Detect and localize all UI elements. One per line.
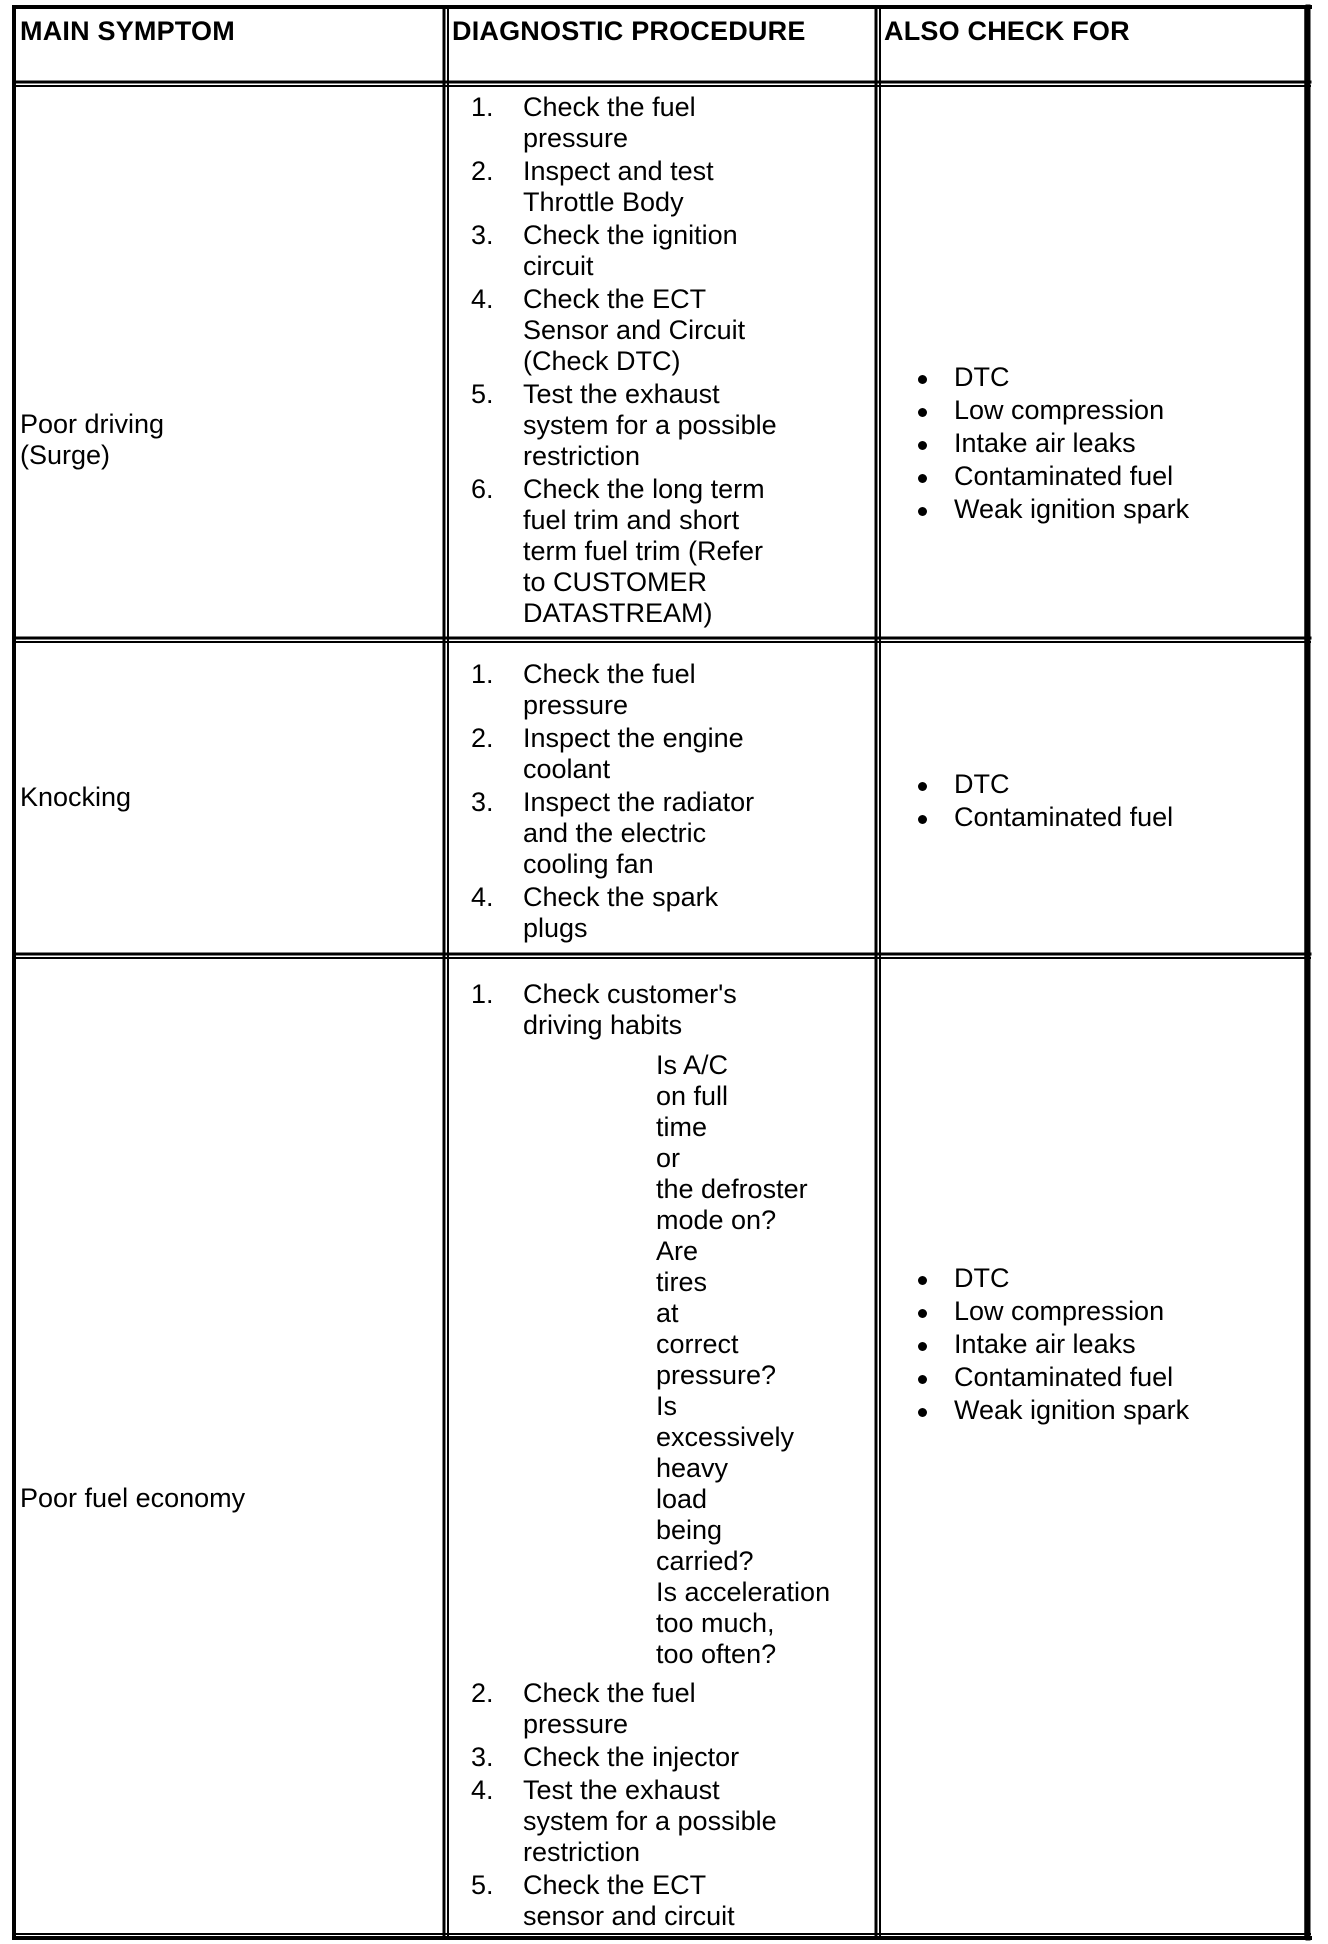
step-line: DATASTREAM) (523, 598, 713, 628)
step-line: Check the injector (523, 1742, 740, 1772)
step-line: Check the long term (523, 474, 765, 504)
step-number: 1. (471, 659, 494, 689)
habit-line: being (656, 1515, 723, 1545)
step-line: pressure (523, 123, 629, 153)
procedure-step (468, 284, 777, 377)
habit-line: Is A/C (656, 1050, 729, 1080)
step-line: cooling fan (523, 849, 654, 879)
symptom-cell (20, 782, 131, 813)
step-number: 5. (471, 1870, 494, 1900)
procedure-step (468, 1775, 1036, 1868)
also-check-item: DTC (916, 768, 1173, 801)
step-number: 1. (471, 92, 494, 122)
step-line: and the electric (523, 818, 707, 848)
habit-line: too much, (656, 1608, 775, 1638)
step-line: circuit (523, 251, 594, 281)
step-number: 4. (471, 1775, 494, 1805)
procedure-step (468, 1742, 1036, 1773)
step-line: Check customer's (523, 979, 737, 1009)
step-line: Test the exhaust (523, 1775, 720, 1805)
procedure-list (468, 979, 1036, 1934)
step-line: Check the ECT (523, 284, 707, 314)
habit-line: too often? (656, 1639, 777, 1669)
procedure-step (468, 1678, 1036, 1740)
procedure-step (468, 787, 754, 880)
step-number: 3. (471, 1742, 494, 1772)
step-number: 3. (471, 787, 494, 817)
also-check-list (916, 361, 1189, 526)
step-number: 2. (471, 723, 494, 753)
step-line: term fuel trim (Refer (523, 536, 764, 566)
symptom-cell (20, 1483, 245, 1514)
procedure-step (468, 979, 1036, 1041)
also-check-item: Intake air leaks (916, 427, 1189, 460)
also-check-item: Low compression (916, 1295, 1189, 1328)
procedure-step (468, 220, 777, 282)
step-number: 4. (471, 882, 494, 912)
habit-line: load (656, 1484, 708, 1514)
symptom-cell (20, 409, 164, 471)
habit-line: at (656, 1298, 679, 1328)
procedure-step (468, 1870, 1036, 1932)
step-line: sensor and circuit (523, 1901, 735, 1931)
also-check-item: Contaminated fuel (916, 1361, 1189, 1394)
step-number: 5. (471, 379, 494, 409)
procedure-step (468, 156, 777, 218)
step-line: Inspect the radiator (523, 787, 755, 817)
step-line: Inspect the engine (523, 723, 744, 753)
step-line: (Check DTC) (523, 346, 681, 376)
procedure-step (468, 882, 754, 944)
habit-line: mode on? (656, 1205, 777, 1235)
step-line: pressure (523, 1709, 629, 1739)
also-check-list (916, 1262, 1189, 1427)
habit-line: heavy (656, 1453, 729, 1483)
habit-line: Is (656, 1391, 678, 1421)
step-line: driving habits (523, 1010, 683, 1040)
header-diagnostic-procedure: DIAGNOSTIC PROCEDURE (452, 16, 806, 46)
also-check-list (916, 768, 1173, 834)
step-line: plugs (523, 913, 588, 943)
also-check-item: Weak ignition spark (916, 493, 1189, 526)
habit-line: correct (656, 1329, 739, 1359)
habit-line: on full (656, 1081, 729, 1111)
step-number: 2. (471, 156, 494, 186)
step-line: restriction (523, 1837, 641, 1867)
step-line: Check the ignition (523, 220, 738, 250)
step-line: coolant (523, 754, 611, 784)
also-check-item: DTC (916, 1262, 1189, 1295)
symptom-line: Poor driving (20, 409, 165, 439)
step-line: to CUSTOMER (523, 567, 708, 597)
step-number: 1. (471, 979, 494, 1009)
habit-line: or (656, 1143, 681, 1173)
step-number: 3. (471, 220, 494, 250)
procedure-step (468, 379, 777, 472)
habit-line: tires (656, 1267, 708, 1297)
step-line: pressure (523, 690, 629, 720)
step-line: Check the ECT (523, 1870, 707, 1900)
step-line: system for a possible (523, 410, 777, 440)
procedure-list (468, 92, 777, 631)
step-line: Check the spark (523, 882, 719, 912)
also-check-item: Contaminated fuel (916, 801, 1173, 834)
procedure-step (468, 474, 777, 629)
habit-line: Is acceleration (656, 1577, 831, 1607)
habit-line: pressure? (656, 1360, 777, 1390)
habit-line: Are (656, 1236, 699, 1266)
habit-line: excessively (656, 1422, 795, 1452)
step-line: Check the fuel (523, 92, 696, 122)
procedure-step (468, 723, 754, 785)
step-line: Inspect and test (523, 156, 714, 186)
step-line: restriction (523, 441, 641, 471)
symptom-line: (Surge) (20, 440, 111, 470)
step-number: 2. (471, 1678, 494, 1708)
step-number: 6. (471, 474, 494, 504)
habit-line: the defroster (656, 1174, 808, 1204)
header-also-check-for: ALSO CHECK FOR (884, 16, 1130, 46)
step-line: Test the exhaust (523, 379, 720, 409)
step-line: Throttle Body (523, 187, 684, 217)
symptom-line: Poor fuel economy (20, 1483, 246, 1513)
step-line: system for a possible (523, 1806, 777, 1836)
habit-line: time (656, 1112, 708, 1142)
also-check-item: Weak ignition spark (916, 1394, 1189, 1427)
also-check-item: Intake air leaks (916, 1328, 1189, 1361)
procedure-step (468, 92, 777, 154)
procedure-step (468, 659, 754, 721)
also-check-item: Low compression (916, 394, 1189, 427)
also-check-item: Contaminated fuel (916, 460, 1189, 493)
step-line: Sensor and Circuit (523, 315, 746, 345)
procedure-list (468, 659, 754, 946)
step-number: 4. (471, 284, 494, 314)
header-main-symptom: MAIN SYMPTOM (20, 16, 235, 46)
step-line: Check the fuel (523, 659, 696, 689)
habit-line: carried? (656, 1546, 754, 1576)
step-line: fuel trim and short (523, 505, 740, 535)
symptom-line: Knocking (20, 782, 132, 812)
also-check-item: DTC (916, 361, 1189, 394)
step-line: Check the fuel (523, 1678, 696, 1708)
